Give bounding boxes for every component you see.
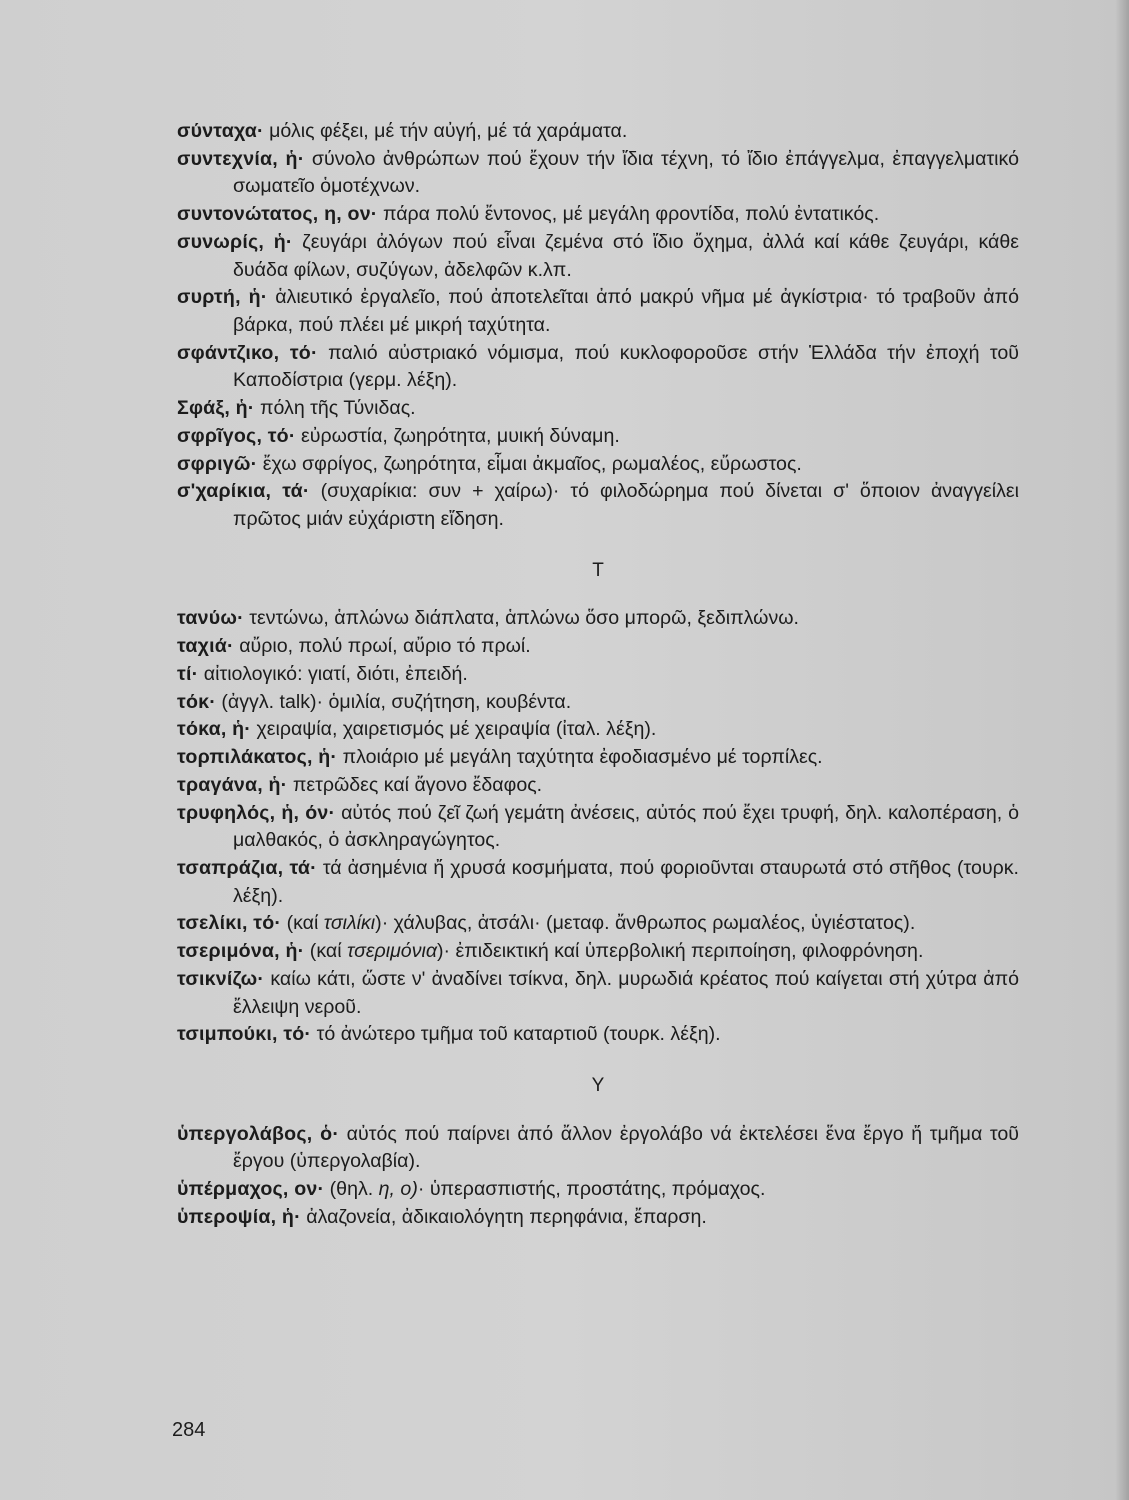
entry-headword: τσελίκι, τό· [177,912,282,935]
entry-definition: παλιό αὐστριακό νόμισμα, πού κυκλοφοροῦσε στήν Ἑλλάδα τήν ἐποχή τοῦ Καποδίστρια (γερμ. λέξη). [233,341,1020,392]
entry-definition: (συχαρίκια: συν + χαίρω)· τό φιλοδώρημα πού δίνεται σ' ὅποιον ἀναγγείλει πρῶτος μιάν εὐχάριστη εἴδηση. [233,480,1019,530]
entry-headword: Σφάξ, ἡ· [177,397,255,420]
glossary-entry [177,744,1019,772]
entry-definition: ἀλαζονεία, ἀδικαιολόγητη περηφάνια, ἔπαρση. [300,1205,707,1228]
glossary-entry [177,1021,1019,1049]
glossary-entry [177,146,1019,201]
entry-headword: σφριγῶ· [177,452,258,475]
glossary-entry [177,1204,1019,1232]
glossary-entry [177,478,1019,533]
entry-headword: συντεχνία, ἡ· [177,147,305,170]
entry-headword: τσαπράζια, τά· [177,857,317,880]
glossary-entry [177,661,1019,689]
entry-definition: σύνολο ἀνθρώπων πού ἔχουν τήν ἴδια τέχνη, τό ἴδιο ἐπάγγελμα, ἐπαγγελματικό σωματεῖο ὁμοτέχνων. [233,147,1019,198]
entry-headword: τανύω· [177,607,244,630]
entry-headword: συρτή, ἡ· [177,286,268,309]
glossary-entry [177,284,1019,339]
glossary-entry [177,1176,1019,1204]
glossary-entry [177,772,1019,800]
entry-definition: )· χάλυβας, ἀτσάλι· (μεταφ. ἄνθρωπος ρωμαλέος, ὑγιέστατος). [375,912,916,935]
entry-variant-italic: η, ο) [378,1177,418,1200]
entry-variant-italic: τσεριμόνια [347,940,438,963]
glossary-entry [177,201,1019,229]
glossary-entry [177,716,1019,744]
entry-definition: αὐτός πού παίρνει ἀπό ἄλλον ἐργολάβο νά ἐκτελέσει ἕνα ἔργο ἤ τμῆμα τοῦ ἔργου (ὑπεργολαβία). [233,1122,1019,1173]
entry-definition: ἁλιευτικό ἐργαλεῖο, πού ἀποτελεῖται ἀπό μακρύ νῆμα μέ ἀγκίστρια· τό τραβοῦν ἀπό βάρκα, πού πλέει μέ μικρή ταχύτητα. [233,286,1019,336]
entry-definition: πετρῶδες καί ἄγονο ἔδαφος. [287,773,543,796]
entry-headword: ὑπεργολάβος, ὁ· [177,1122,340,1145]
entry-definition: αὐτός πού ζεῖ ζωή γεμάτη ἀνέσεις, αὐτός πού ἔχει τρυφή, δηλ. καλοπέραση, ὁ μαλθακός, ὁ ἀσκληραγώγητος. [233,801,1019,852]
entry-headword: τραγάνα, ἡ· [177,773,288,796]
entry-definition: εὐρωστία, ζωηρότητα, μυική δύναμη. [295,424,620,447]
section-letter-heading: Υ [591,1074,605,1096]
entry-headword: ὑπεροψία, ἡ· [177,1205,301,1228]
entry-headword: ταχιά· [177,634,234,657]
page-number: 284 [172,1419,206,1441]
entry-definition: χειραψία, χαιρετισμός μέ χειραψία (ἰταλ. λέξη). [251,718,657,741]
entry-headword: τόκ· [177,690,216,713]
entry-definition: )· ἐπιδεικτική καί ὑπερβολική περιποίηση, φιλοφρόνηση. [437,940,924,963]
entry-definition: (καί [304,940,348,963]
entry-definition: μόλις φέξει, μέ τήν αὐγή, μέ τά χαράματα. [263,120,628,142]
entry-definition: τό ἀνώτερο τμῆμα τοῦ καταρτιοῦ (τουρκ. λέξη). [311,1023,721,1046]
glossary-entry [177,966,1019,1021]
entry-headword: σφρῖγος, τό· [177,424,296,447]
entry-definition: καίω κάτι, ὥστε ν' ἀναδίνει τσίκνα, δηλ. μυρωδιά κρέατος πού καίγεται στή χύτρα ἀπό ἔλλειψη νεροῦ. [233,967,1019,1018]
entry-variant-italic: τσιλίκι [323,912,376,935]
entry-definition: (θηλ. [324,1177,379,1200]
glossary-entry [177,1121,1019,1176]
glossary-content [177,118,1019,1231]
section-letter-heading: Τ [592,559,604,581]
glossary-entry [177,451,1019,479]
entry-definition: ζευγάρι ἀλόγων πού εἶναι ζεμένα στό ἴδιο ὄχημα, ἀλλά καί κάθε ζευγάρι, κάθε δυάδα φίλων, συζύγων, ἀδελφῶν κ.λπ. [233,230,1019,281]
glossary-entry [177,633,1019,661]
entry-headword: τορπιλάκατος, ἡ· [177,746,338,769]
entry-definition: πάρα πολύ ἔντονος, μέ μεγάλη φροντίδα, πολύ ἐντατικός. [377,203,880,226]
entry-headword: τσιμπούκι, τό· [177,1023,312,1046]
entry-headword: σφάντζικο, τό· [177,341,318,364]
glossary-entry [177,689,1019,717]
entry-headword: τσεριμόνα, ἡ· [177,940,305,963]
glossary-entry [177,229,1019,284]
entry-definition: (καί [281,912,324,935]
entry-headword: συντονώτατος, η, ον· [177,203,378,226]
glossary-entry [177,855,1019,910]
entry-definition: · ὑπερασπιστής, προστάτης, πρόμαχος. [417,1177,766,1200]
glossary-entry [177,340,1019,395]
entry-definition: πλοιάριο μέ μεγάλη ταχύτητα ἐφοδιασμένο μέ τορπίλες. [337,746,823,769]
entry-headword: τρυφηλός, ἡ, όν· [177,801,336,824]
entry-definition: τά ἀσημένια ἤ χρυσά κοσμήματα, πού φοριοῦνται σταυρωτά στό στῆθος (τουρκ. λέξη). [233,857,1019,907]
entry-definition: αὔριο, πολύ πρωί, αὔριο τό πρωί. [233,634,531,657]
entry-headword: τσικνίζω· [177,967,265,990]
entry-definition: πόλη τῆς Τύνιδας. [254,397,416,420]
glossary-entry [177,118,1019,146]
entry-headword: τόκα, ἡ· [177,718,252,741]
glossary-entry [177,910,1019,938]
entry-headword: σ'χαρίκια, τά· [177,480,310,503]
glossary-entry [177,423,1019,451]
entry-headword: ὑπέρμαχος, ον· [177,1177,325,1200]
glossary-entry [177,938,1019,966]
glossary-entry [177,800,1019,855]
entry-definition: τεντώνω, ἁπλώνω διάπλατα, ἁπλώνω ὅσο μπορῶ, ξεδιπλώνω. [243,607,799,630]
entry-headword: τί· [177,662,199,685]
glossary-entry [177,395,1019,423]
entry-definition: ἔχω σφρίγος, ζωηρότητα, εἶμαι ἀκμαῖος, ρωμαλέος, εὔρωστος. [257,452,802,475]
entry-headword: συνωρίς, ἡ· [177,230,293,253]
glossary-entry [177,605,1019,633]
entry-definition: αἰτιολογικό: γιατί, διότι, ἐπειδή. [198,662,468,685]
entry-definition: (ἀγγλ. talk)· ὁμιλία, συζήτηση, κουβέντα. [215,690,572,713]
entry-headword: σύνταχα· [177,120,264,142]
